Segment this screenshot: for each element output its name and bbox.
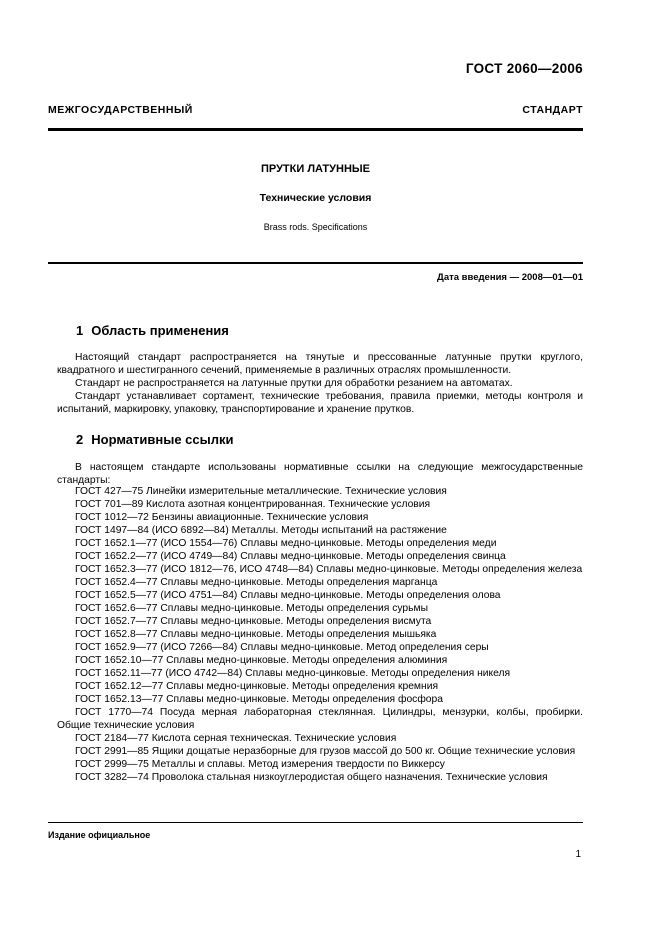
footer-divider xyxy=(48,822,583,823)
document-subtitle: Технические условия xyxy=(259,192,372,204)
section-1-paragraph-3: Стандарт устанавливает сортамент, технические требования, правила приемки, методы контроля и испытаний, маркировку, упаковку, транспортирование и хранение прутков. xyxy=(57,391,583,415)
page-number: 1 xyxy=(575,849,581,860)
section-1-number: 1 xyxy=(76,323,84,338)
reference-item: ГОСТ 1652.7—77 Сплавы медно-цинковые. Методы определения висмута xyxy=(75,616,432,627)
section-2-heading xyxy=(76,432,233,447)
reference-item: ГОСТ 1497—84 (ИСО 6892—84) Металлы. Методы испытаний на растяжение xyxy=(75,525,447,536)
reference-item: ГОСТ 1652.13—77 Сплавы медно-цинковые. Методы определения фосфора xyxy=(75,694,443,705)
reference-item: ГОСТ 1652.3—77 (ИСО 1812—76, ИСО 4748—84) Сплавы медно-цинковые. Методы определения железа xyxy=(75,564,583,575)
title-divider xyxy=(48,262,583,264)
reference-item: ГОСТ 701—89 Кислота азотная концентрированная. Технические условия xyxy=(75,499,431,510)
section-2-title: Нормативные ссылки xyxy=(91,432,234,447)
document-number: ГОСТ 2060—2006 xyxy=(465,61,583,76)
document-title: ПРУТКИ ЛАТУННЫЕ xyxy=(260,163,370,175)
reference-item: ГОСТ 3282—74 Проволока стальная низкоуглеродистая общего назначения. Технические условия xyxy=(75,772,548,783)
reference-item: ГОСТ 1652.9—77 (ИСО 7266—84) Сплавы медно-цинковые. Метод определения серы xyxy=(75,642,489,653)
introduction-date: Дата введения — 2008—01—01 xyxy=(437,272,583,283)
reference-item: ГОСТ 2991—85 Ящики дощатые неразборные для грузов массой до 500 кг. Общие технические условия xyxy=(75,746,576,757)
reference-item: ГОСТ 1652.4—77 Сплавы медно-цинковые. Методы определения марганца xyxy=(75,577,438,588)
section-1-heading xyxy=(76,323,229,338)
reference-item: ГОСТ 1652.6—77 Сплавы медно-цинковые. Методы определения сурьмы xyxy=(75,603,428,614)
edition-label: Издание официальное xyxy=(48,830,151,840)
reference-item: ГОСТ 1012—72 Бензины авиационные. Технические условия xyxy=(75,512,369,523)
interstate-standard-label: МЕЖГОСУДАРСТВЕННЫЙ СТАНДАРТ xyxy=(48,104,583,116)
reference-item: ГОСТ 1652.10—77 Сплавы медно-цинковые. Методы определения алюминия xyxy=(75,655,448,666)
document-title-english: Brass rods. Specifications xyxy=(263,222,368,232)
reference-item: ГОСТ 427—75 Линейки измерительные металлические. Технические условия xyxy=(75,486,447,497)
reference-item: ГОСТ 1652.5—77 (ИСО 4751—84) Сплавы медно-цинковые. Методы определения олова xyxy=(75,590,501,601)
reference-item: ГОСТ 1652.2—77 (ИСО 4749—84) Сплавы медно-цинковые. Методы определения свинца xyxy=(75,551,506,562)
reference-item: ГОСТ 2184—77 Кислота серная техническая. Технические условия xyxy=(75,733,397,744)
header-divider xyxy=(48,128,583,131)
section-1-paragraph-2: Стандарт не распространяется на латунные прутки для обработки резанием на автоматах. xyxy=(75,378,513,389)
section-2-intro: В настоящем стандарте использованы нормативные ссылки на следующие межгосударственные стандарты: xyxy=(57,462,583,486)
reference-item: ГОСТ 1770—74 Посуда мерная лабораторная стеклянная. Цилиндры, мензурки, колбы, пробирки. Общие технические условия xyxy=(57,707,583,731)
reference-item: ГОСТ 1652.1—77 (ИСО 1554—76) Сплавы медно-цинковые. Методы определения меди xyxy=(75,538,497,549)
reference-item: ГОСТ 1652.12—77 Сплавы медно-цинковые. Методы определения кремния xyxy=(75,681,439,692)
normative-references-list xyxy=(57,485,583,784)
section-1-paragraph-1: Настоящий стандарт распространяется на тянутые и прессованные латунные прутки круглого, квадратного и шестигранного сечений, применяемые в различных отраслях промышленности. xyxy=(57,352,583,376)
reference-item: ГОСТ 1652.11—77 (ИСО 4742—84) Сплавы медно-цинковые. Методы определения никеля xyxy=(75,668,511,679)
section-1-title: Область применения xyxy=(91,323,229,338)
section-2-number: 2 xyxy=(76,432,84,447)
reference-item: ГОСТ 2999—75 Металлы и сплавы. Метод измерения твердости по Виккерсу xyxy=(75,759,445,770)
reference-item: ГОСТ 1652.8—77 Сплавы медно-цинковые. Методы определения мышьяка xyxy=(75,629,437,640)
